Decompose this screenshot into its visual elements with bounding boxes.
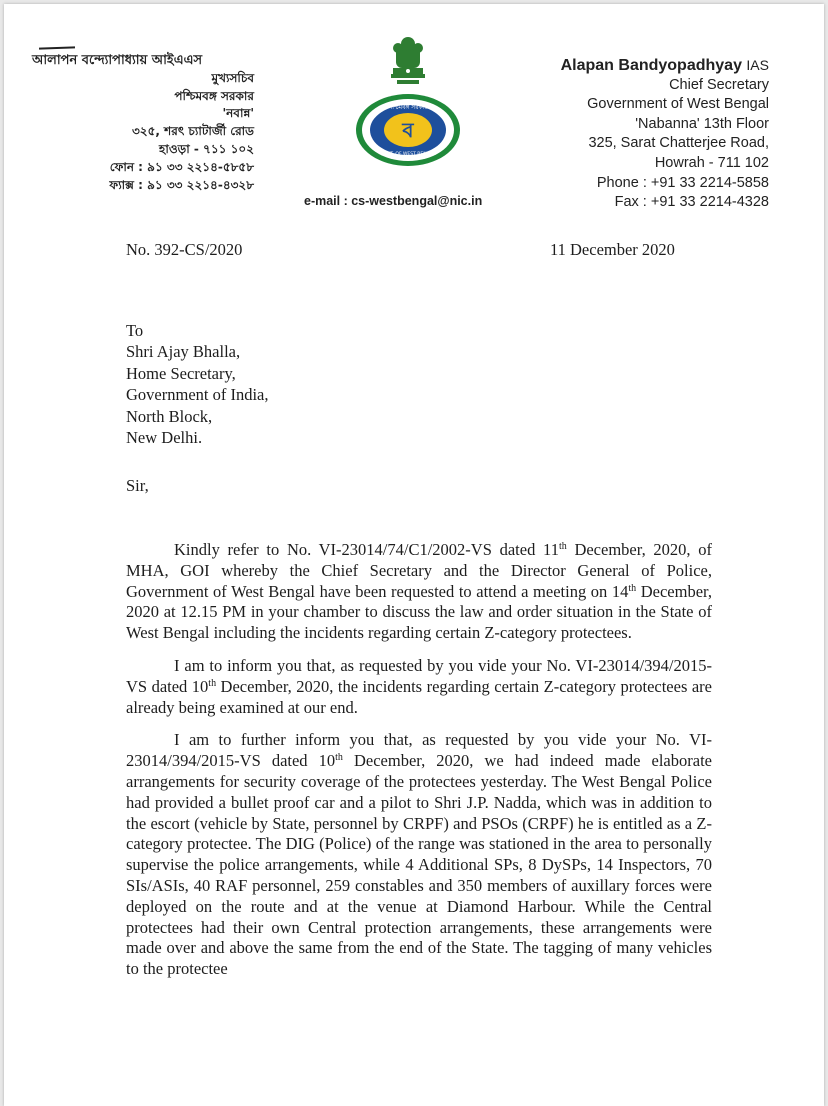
recipient-address [126,320,269,448]
english-street: 325, Sarat Chatterjee Road, [588,135,769,152]
letter-body [126,540,712,992]
english-name-line [469,56,769,76]
salutation: Sir, [126,476,149,495]
p2-sup-a: th [208,677,217,689]
letter-date: 11 December 2020 [550,240,675,259]
p3-sup-a: th [335,752,343,764]
bengali-government: পশ্চিমবঙ্গ সরকার [174,88,254,103]
p3-text-b: December, 2020, we had indeed made elaborate arrangements for security coverage of the protectees yesterday. The West Bengal Police had provided a bullet proof car and a pilot to Shri J.P. Nadda, which was in addition to the escort (vehicle by State, personnel by CRPF) and PSOs (CRPF) he is entitled as a Z-category protectee. The DIG (Police) of the range was stationed in the area to personally supervise the police arrangements, while 4 Additional SPs, 8 DySPs, 14 Inspectors, 70 SIs/ASIs, 40 RAF personnel, 259 constables and 350 members of auxillary forces were deployed on the route and at the venue at Diamond Harbour. While the Central protectees had their own Central protection arrangements, these arrangements were made over and above the same from the end of the State. The tagging of many vehicles to the protectee [126,751,712,979]
recipient-block: North Block, [126,406,213,426]
p3-text-a: I am to further inform you that, as requested by you vide your No. VI-23014/394/2015-VS dated 10 [126,730,712,771]
p1-sup-a: th [558,541,567,552]
english-letterhead [469,56,769,213]
english-fax: Fax : +91 33 2214-4328 [614,194,769,211]
p2-text-b: December, 2020, the incidents regarding certain Z-category protectees are already being examined at our end. [126,676,713,717]
paragraph-2 [126,656,712,718]
english-phone: Phone : +91 33 2214-5858 [596,174,769,191]
letter-page [4,4,824,1106]
english-designation: Chief Secretary [669,76,769,93]
bengali-city: হাওড়া - ৭১১ ১০২ [159,141,254,156]
bengali-designation: মুখ্যসচিব [211,70,254,85]
bengali-letterhead [24,52,254,194]
pen-mark [39,46,75,49]
seal-letter: ব [402,118,414,142]
paragraph-1 [126,540,712,644]
seal-bottom-text: GOVT. OF WEST BENGAL [380,152,436,157]
p1-text-c: December, 2020 at 12.15 PM in your chamber to discuss the law and order situation in the State of West Bengal including the incidents regarding certain Z-category protectees. [126,581,712,643]
english-name: Alapan Bandyopadhyay [560,57,742,74]
national-emblem-icon [387,36,429,88]
bengali-fax: ফ্যাক্স : ৯১ ৩৩ ২২১৪-৪৩২৮ [109,177,254,192]
english-suffix: IAS [746,57,769,73]
p1-text-b: December, 2020, of MHA, GOI whereby the Chief Secretary and the Director General of Police, Government of West Bengal have been requested to attend a meeting on 14 [126,540,712,601]
english-building: 'Nabanna' 13th Floor [635,115,769,132]
english-government: Government of West Bengal [587,96,769,113]
bengali-name: আলাপন বন্দ্যোপাধ্যায় আইএএস [32,53,203,68]
email-line: e-mail : cs-westbengal@nic.in [304,194,483,208]
p2-text-a: I am to inform you that, as requested by you vide your No. VI-23014/394/2015-VS dated 10 [126,655,712,696]
west-bengal-seal [354,92,462,168]
p1-sup-b: th [628,582,637,594]
paragraph-3 [126,730,712,980]
seal-top-text: পশ্চিমবঙ্গ সরকার [388,104,428,111]
english-city: Howrah - 711 102 [654,154,769,171]
recipient-city: New Delhi. [126,428,203,448]
recipient-org: Government of India, [126,385,269,405]
bengali-street: ৩২৫, শরৎ চ্যাটার্জী রোড [131,124,254,139]
recipient-designation: Home Secretary, [126,363,236,383]
bengali-phone: ফোন : ৯১ ৩৩ ২২১৪-৫৮৫৮ [109,159,254,174]
bengali-building: 'নবান্ন' [222,106,254,121]
reference-number: No. 392-CS/2020 [126,240,243,259]
recipient-name: Shri Ajay Bhalla, [126,342,241,362]
to-label: To [126,321,144,340]
p1-text-a: Kindly refer to No. VI-23014/74/C1/2002-VS dated 11 [174,540,559,559]
